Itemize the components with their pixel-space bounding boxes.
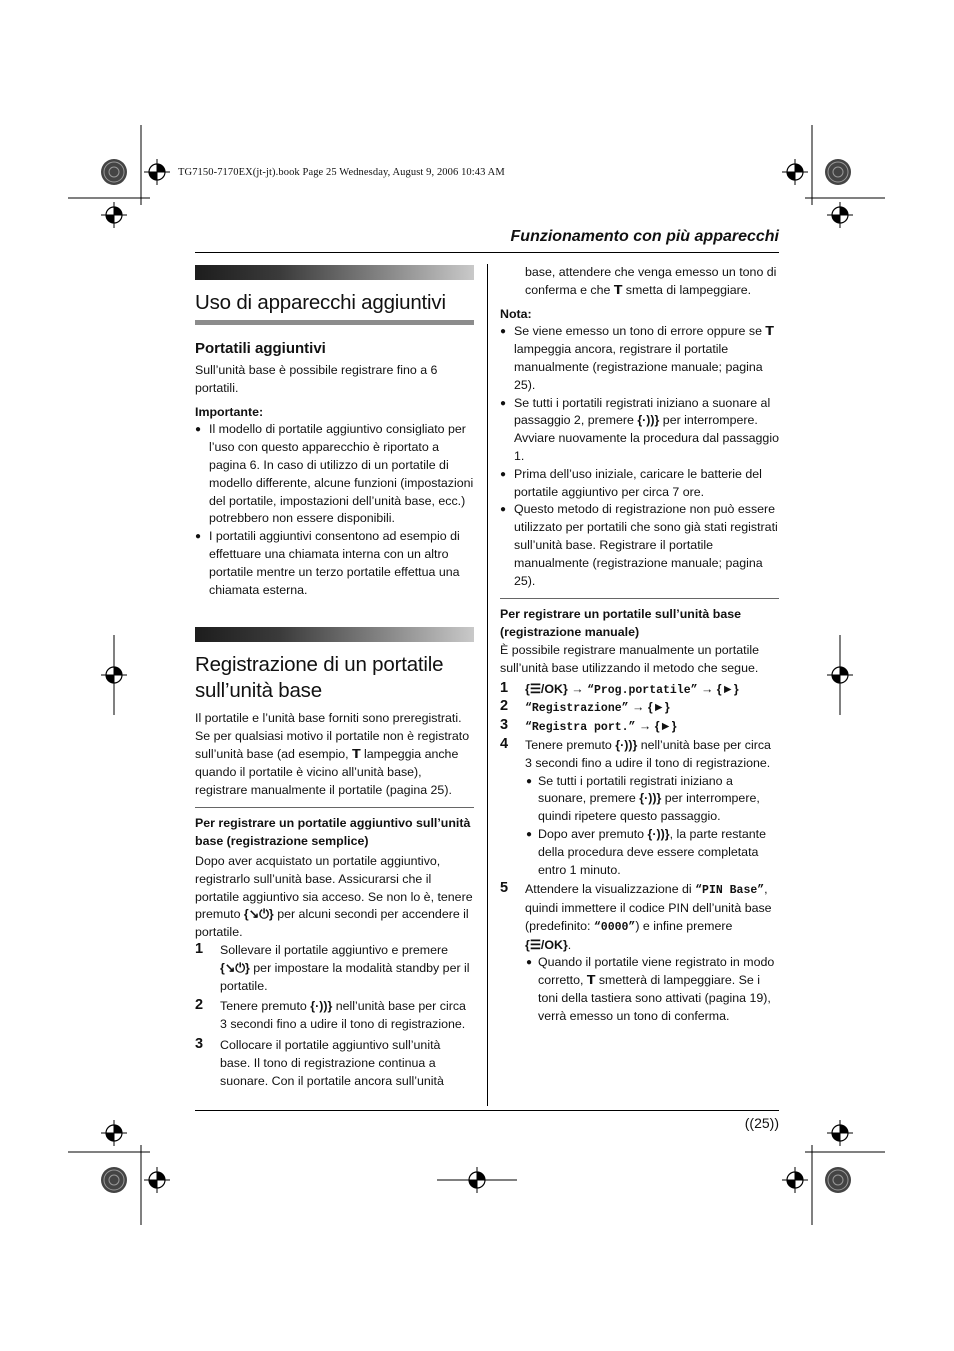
header-rule bbox=[195, 252, 779, 253]
procedure-intro: Dopo aver acquistato un portatile aggiuntivo, registrarlo sull’unità base. Assicurarsi che il portatile aggiuntivo sia acceso. Se non lo è, tenere premuto {↘⏻} per alcuni secondi per accendere il portatile. bbox=[195, 853, 473, 940]
nota-item: ● Se viene emesso un tono di errore oppure se 𝗧 lampeggia ancora, registrare il portatile manualmente (registrazione manuale; pagina 25). bbox=[500, 323, 779, 394]
nota-item: ● Questo metodo di registrazione non può essere utilizzato per portatili che sono già stati registrati sull’unità base. Registrare il portatile manualmente (registrazione manuale; pagina 25). bbox=[500, 501, 779, 590]
print-info: TG7150-7170EX(jt-jt).book Page 25 Wednesday, August 9, 2006 10:43 AM bbox=[178, 167, 505, 178]
arrow-right-icon: → bbox=[638, 719, 652, 734]
right-key: {►} bbox=[647, 700, 670, 715]
arrow-right-icon: → bbox=[631, 700, 645, 715]
section-title-registration: Registrazione di un portatile sull’unità base bbox=[195, 653, 444, 703]
right-key: {►} bbox=[716, 681, 739, 696]
locator-key-icon: {·))} bbox=[647, 826, 670, 841]
importante-item: ● Il modello di portatile aggiuntivo consigliato per l’uso con questo apparecchio è riportato a pagina 6. In caso di utilizzo di un portatile di modello differente, alcune funzioni (impostazioni del portatile, impostazioni dell’unità base, ecc.) potrebbero non essere disponibili. bbox=[195, 421, 474, 528]
manual-step-3: 3 “Registra port.” → {►} bbox=[500, 717, 677, 735]
procedure-intro-manual: È possibile registrare manualmente un portatile sull’unità base utilizzando il metodo che segue. bbox=[500, 642, 759, 675]
manual-step-2: 2 “Registrazione” → {►} bbox=[500, 698, 670, 716]
manual-step-4: 4 Tenere premuto {·))} nell’unità base per circa 3 secondi fino a udire il tono di registrazione. bbox=[500, 735, 771, 770]
procedure-title: Per registrare un portatile aggiuntivo sull’unità base (registrazione semplice) bbox=[195, 816, 471, 849]
subsection-title: Portatili aggiuntivi bbox=[195, 340, 326, 357]
section-title-accessories: Uso di apparecchi aggiuntivi bbox=[195, 291, 446, 314]
section-underline bbox=[195, 320, 474, 325]
footer-rule bbox=[195, 1110, 779, 1111]
section-bar bbox=[195, 265, 474, 280]
step-2: 2 Tenere premuto {·))} nell’unità base per circa 3 secondi fino a udire il tono di registrazione. bbox=[195, 997, 466, 1032]
step-3: 3 Collocare il portatile aggiuntivo sull’unità base. Il tono di registrazione continua a suonare. Con il portatile ancora sull’unità bbox=[195, 1035, 444, 1088]
right-column bbox=[500, 264, 779, 1026]
manual-step-5: 5 Attendere la visualizzazione di “PIN Base”, quindi immettere il codice PIN dell’unità base (predefinito: “0000”) e infine premere {☰/OK}. bbox=[500, 880, 772, 952]
divider bbox=[500, 598, 779, 599]
importante-item: ● I portatili aggiuntivi consentono ad esempio di effettuare una chiamata interna con un altro portatile mentre un terzo portatile effettua una chiamata esterna. bbox=[195, 528, 474, 599]
divider bbox=[195, 807, 474, 808]
arrow-right-icon: → bbox=[571, 681, 584, 696]
manual-step-4-note: ● Dopo aver premuto {·))}, la parte restante della procedura deve essere completata entro 1 minuto. bbox=[500, 826, 779, 879]
column-separator bbox=[487, 264, 488, 1106]
procedure-title-manual: Per registrare un portatile sull’unità base (registrazione manuale) bbox=[500, 607, 742, 640]
intro-text: Sull’unità base è possibile registrare fino a 6 portatili. bbox=[195, 363, 438, 395]
locator-key-icon: {·))} bbox=[639, 791, 662, 806]
arrow-right-icon: → bbox=[700, 681, 714, 696]
left-column bbox=[195, 265, 474, 1090]
manual-step-5-note: ● Quando il portatile viene registrato in modo corretto, 𝗧 smetterà di lampeggiare. Se i toni della tastiera sono attivati (pagina 19), verrà emesso un tono di conferma. bbox=[500, 954, 779, 1025]
menu-ok-key: {☰/OK} bbox=[525, 937, 568, 952]
antenna-icon: 𝗧 bbox=[613, 282, 623, 297]
antenna-icon: 𝗧 bbox=[765, 324, 774, 339]
importante-label: Importante: bbox=[195, 404, 264, 419]
registration-intro: Il portatile e l’unità base forniti sono preregistrati. Se per qualsiasi motivo il portatile non è registrato sull’unità base (ad esempio, 𝗧 lampeggia anche quando il portatile è vicino all’unità base), registrare manualmente il portatile (pagina 25). bbox=[195, 711, 470, 797]
manual-step-1: 1 {☰/OK} → “Prog.portatile” → {►} bbox=[500, 679, 739, 697]
antenna-icon: 𝗧 bbox=[352, 746, 361, 761]
right-key: {►} bbox=[654, 719, 677, 734]
power-key-icon: {↘⏻} bbox=[243, 907, 274, 922]
step-1: 1 Sollevare il portatile aggiuntivo e premere {↘⏻} per impostare la modalità standby per il portatile. bbox=[195, 940, 470, 993]
nota-item: ● Prima dell’uso iniziale, caricare le batterie del portatile aggiuntivo per circa 7 ore. bbox=[500, 466, 779, 502]
running-head: Funzionamento con più apparecchi bbox=[510, 228, 779, 245]
section-bar bbox=[195, 627, 474, 642]
locator-key-icon: {·))} bbox=[310, 999, 333, 1014]
step-3-continued: base, attendere che venga emesso un tono di conferma e che 𝗧 smetta di lampeggiare. bbox=[525, 265, 777, 297]
menu-ok-key: {☰/OK} bbox=[525, 681, 568, 696]
nota-item: ● Se tutti i portatili registrati iniziano a suonare al passaggio 2, premere {·))} per interrompere. Avviare nuovamente la procedura dal passaggio 1. bbox=[500, 395, 779, 466]
locator-key-icon: {·))} bbox=[615, 737, 638, 752]
nota-label: Nota: bbox=[500, 306, 532, 321]
manual-step-4-note: ● Se tutti i portatili registrati iniziano a suonare, premere {·))} per interrompere, quindi ripetere questo passaggio. bbox=[500, 773, 779, 826]
power-key-icon: {↘⏻} bbox=[220, 960, 250, 975]
antenna-icon: 𝗧 bbox=[586, 973, 596, 988]
locator-key-icon: {·))} bbox=[637, 413, 660, 428]
page-number: ((25)) bbox=[744, 1115, 779, 1131]
